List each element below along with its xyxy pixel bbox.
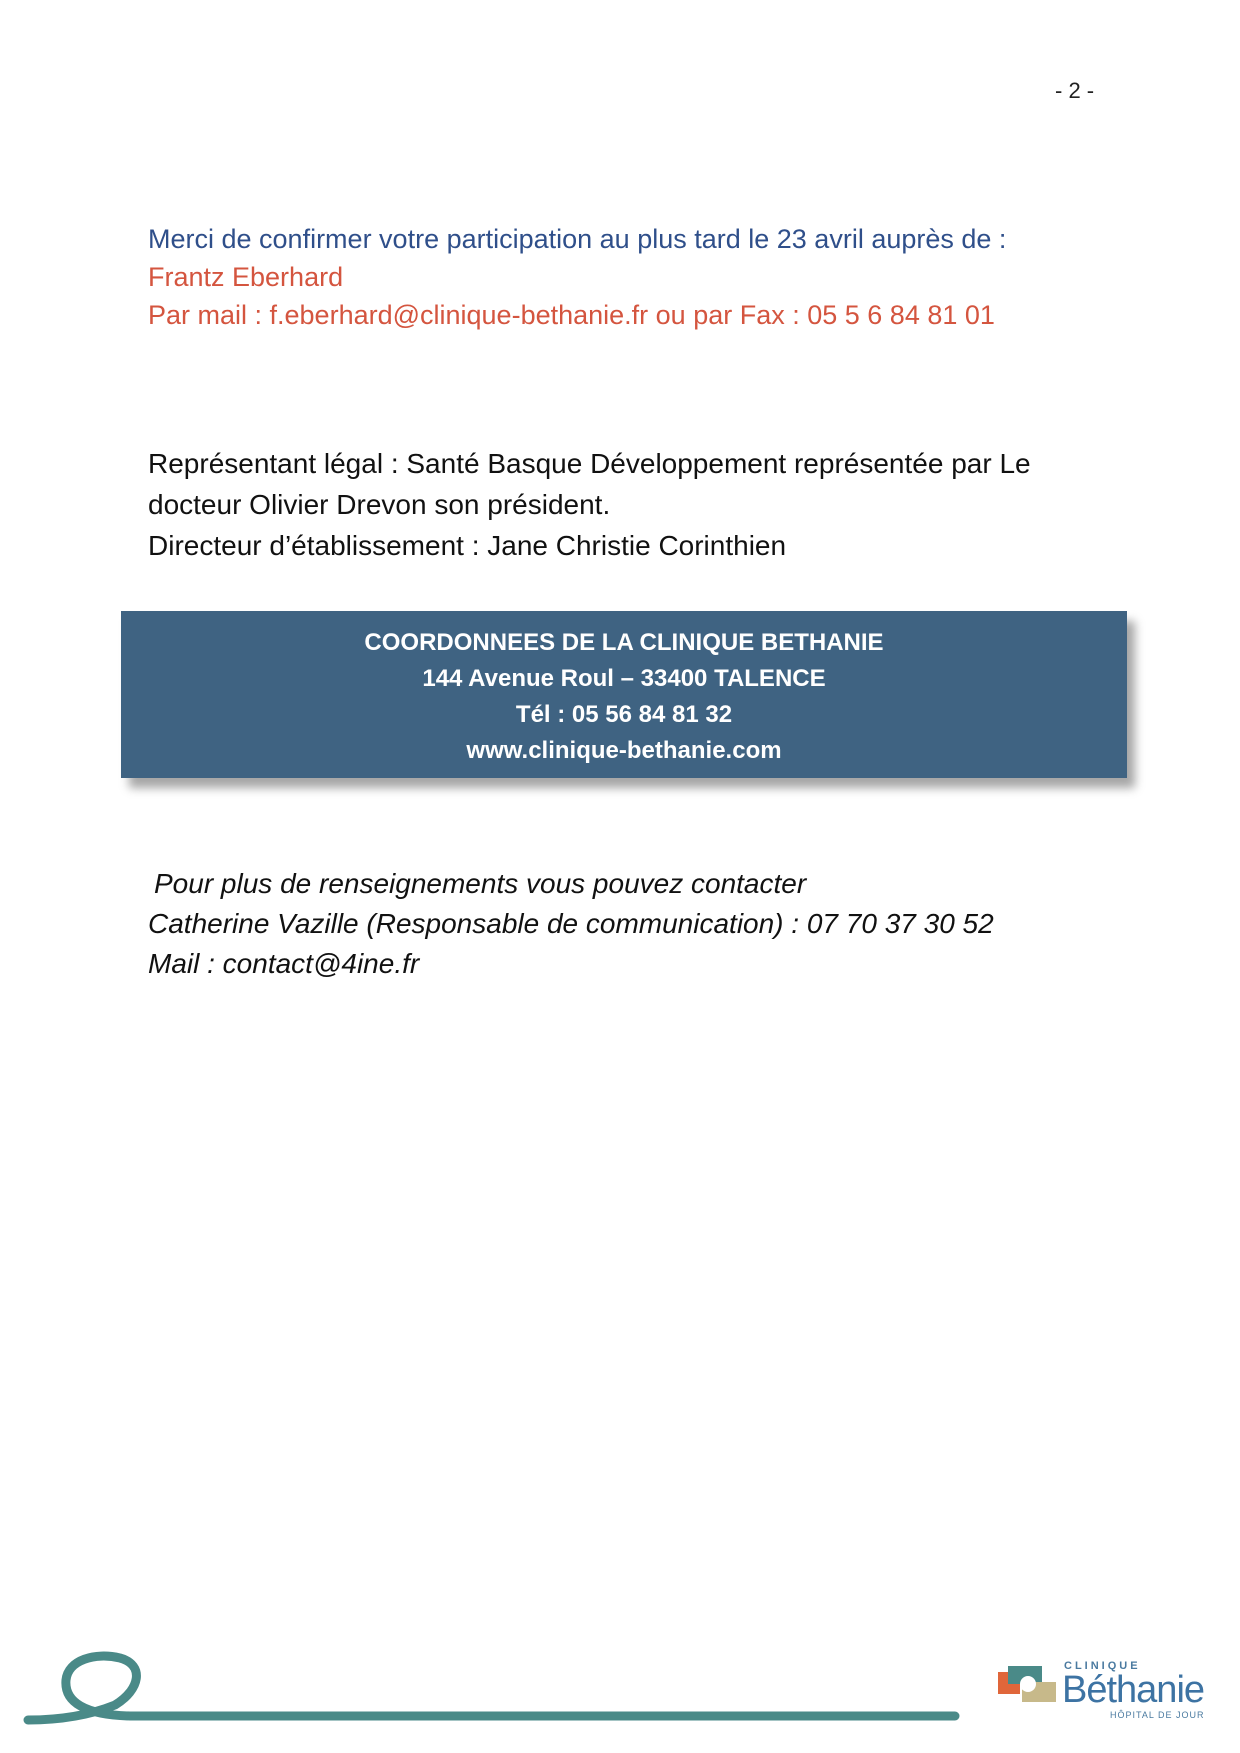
- clinic-phone: Tél : 05 56 84 81 32: [515, 701, 733, 728]
- contact-name-text: Frantz Eberhard: [148, 262, 344, 292]
- logo-mark-icon: [998, 1664, 1058, 1708]
- coordinates-title: COORDONNEES DE LA CLINIQUE BETHANIE: [364, 629, 884, 656]
- logo-sub-text: HÔPITAL DE JOUR: [1110, 1710, 1205, 1720]
- confirmation-request-text: Merci de confirmer votre participation au plus tard le 23 avril auprès de :: [148, 224, 1007, 254]
- clinic-website: www.clinique-bethanie.com: [466, 737, 782, 764]
- communication-contact: Catherine Vazille (Responsable de communication) : 07 70 37 30 52: [148, 908, 994, 939]
- clinic-coordinates-box: [121, 611, 1127, 778]
- clinic-logo: [998, 1660, 1218, 1720]
- legal-representative-line-1: Représentant légal : Santé Basque Développement représentée par Le: [148, 448, 1031, 479]
- legal-representative-line-2: docteur Olivier Drevon son président.: [148, 489, 611, 520]
- confirmation-block: [148, 220, 1108, 334]
- communication-email: Mail : contact@4ine.fr: [148, 948, 420, 979]
- clinic-address: 144 Avenue Roul – 33400 TALENCE: [422, 665, 826, 692]
- logo-name-text: Béthanie: [1062, 1669, 1205, 1711]
- more-info-intro: Pour plus de renseignements vous pouvez contacter: [154, 868, 807, 899]
- legal-representative-block: [148, 443, 1108, 566]
- more-info-block: [148, 864, 1108, 984]
- logo-small-text: CLINIQUE: [1064, 1660, 1141, 1672]
- contact-email-fax-text: Par mail : f.eberhard@clinique-bethanie.fr ou par Fax : 05 5 6 84 81 01: [148, 300, 995, 330]
- director-line: Directeur d’établissement : Jane Christie Corinthien: [148, 530, 787, 561]
- page-number: - 2 -: [1055, 78, 1095, 103]
